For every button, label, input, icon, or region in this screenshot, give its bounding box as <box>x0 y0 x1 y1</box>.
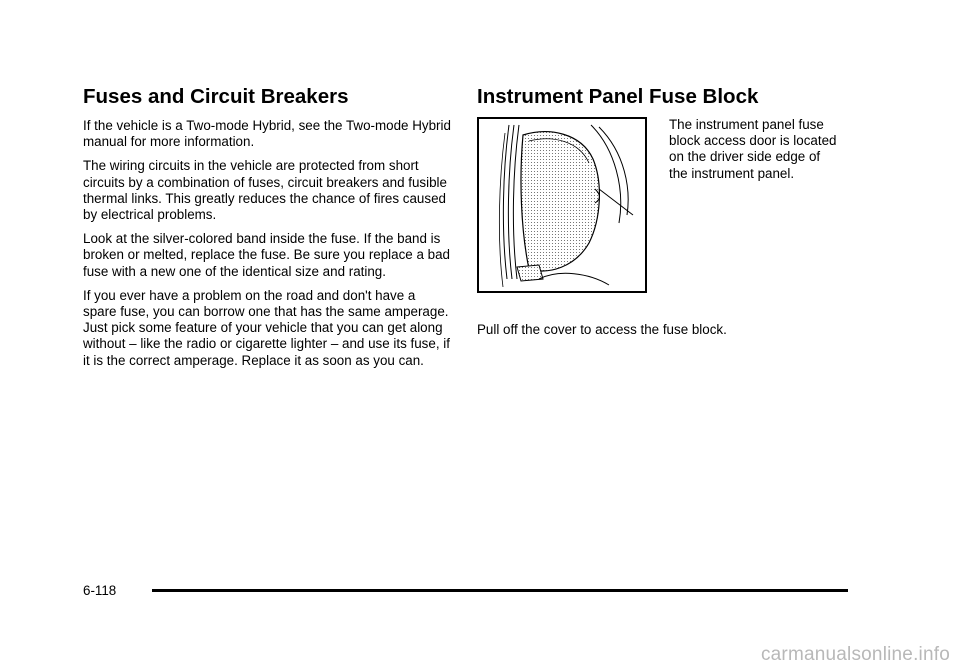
fuse-block-door-illustration <box>477 117 647 293</box>
footer-rule <box>152 589 848 592</box>
section-heading-fuses: Fuses and Circuit Breakers <box>83 85 349 108</box>
fuse-block-door-drawing <box>479 119 645 291</box>
left-column <box>83 84 451 377</box>
paragraph-silver-band: Look at the silver-colored band inside the fuse. If the band is broken or melted, replace the fuse. Be sure you replace a bad fuse with a new one of the identical size and rating. <box>83 231 450 279</box>
paragraph-hybrid-note: If the vehicle is a Two-mode Hybrid, see the Two-mode Hybrid manual for more information. <box>83 118 451 150</box>
figure-caption: The instrument panel fuse block access door is located on the driver side edge of the instrument panel. <box>669 117 837 181</box>
watermark: carmanualsonline.info <box>760 644 950 665</box>
paragraph-wiring-circuits: The wiring circuits in the vehicle are protected from short circuits by a combination of fuses, circuit breakers and fusible thermal links. This greatly reduces the chance of fires caused by electrical problems. <box>83 158 447 223</box>
right-column <box>477 84 867 118</box>
section-heading-instrument-panel: Instrument Panel Fuse Block <box>477 85 759 108</box>
paragraph-pull-cover: Pull off the cover to access the fuse block. <box>477 322 727 337</box>
page-number: 6-118 <box>83 583 117 598</box>
paragraph-spare-fuse: If you ever have a problem on the road and don't have a spare fuse, you can borrow one that has the same amperage. Just pick some feature of your vehicle that you can get along without – like the radio or cigarette lighter – and use its fuse, if it is the correct amperage. Replace it as soon as you can. <box>83 287 450 368</box>
